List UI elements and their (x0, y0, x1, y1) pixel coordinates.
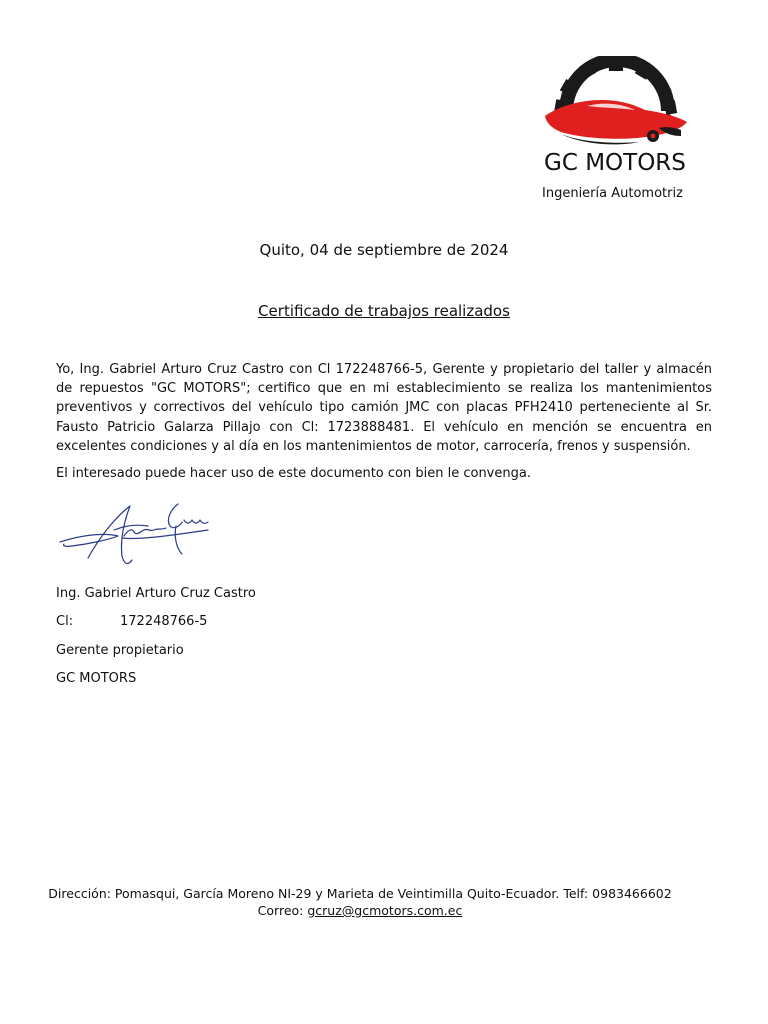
handwritten-signature (58, 496, 214, 570)
document-date: Quito, 04 de septiembre de 2024 (259, 241, 509, 259)
signer-name: Ing. Gabriel Arturo Cruz Castro (56, 586, 256, 601)
footer-address: Dirección: Pomasqui, García Moreno NI-29 y Marieta de Veintimilla Quito-Ecuador. Telf: 0983466602 (48, 886, 672, 901)
footer-email-link[interactable]: gcruz@gcmotors.com.ec (307, 903, 463, 918)
brand-name: GC MOTORS (544, 150, 686, 176)
signer-company: GC MOTORS (56, 671, 137, 686)
certificate-body: Yo, Ing. Gabriel Arturo Cruz Castro con Cl 172248766-5, Gerente y propietario del taller y almacén de repuestos "GC MOTORS"; certifico que en mi establecimiento se realiza los mantenimientos preventivos y correctivos del vehículo tipo camión JMC con placas PFH2410 perteneciente al Sr. Fausto Patricio Galarza Pillajo con Cl: 1723888481. El vehículo en mención se encuentra en excelentes condiciones y al día en los mantenimientos de motor, carrocería, frenos y suspensión. (56, 362, 712, 454)
document-title (0, 302, 768, 320)
closing-statement: El interesado puede hacer uso de este documento con bien le convenga. (56, 466, 531, 481)
footer-email-label: Correo: (257, 903, 304, 918)
signer-id-label: Cl: (56, 614, 74, 629)
signer-id-value: 172248766-5 (120, 614, 208, 629)
signer-role: Gerente propietario (56, 643, 184, 658)
footer-email-row (0, 903, 720, 918)
brand-tagline: Ingeniería Automotriz (542, 186, 683, 201)
document-title-text: Certificado de trabajos realizados (258, 302, 510, 320)
gear-car-logo (541, 56, 691, 146)
